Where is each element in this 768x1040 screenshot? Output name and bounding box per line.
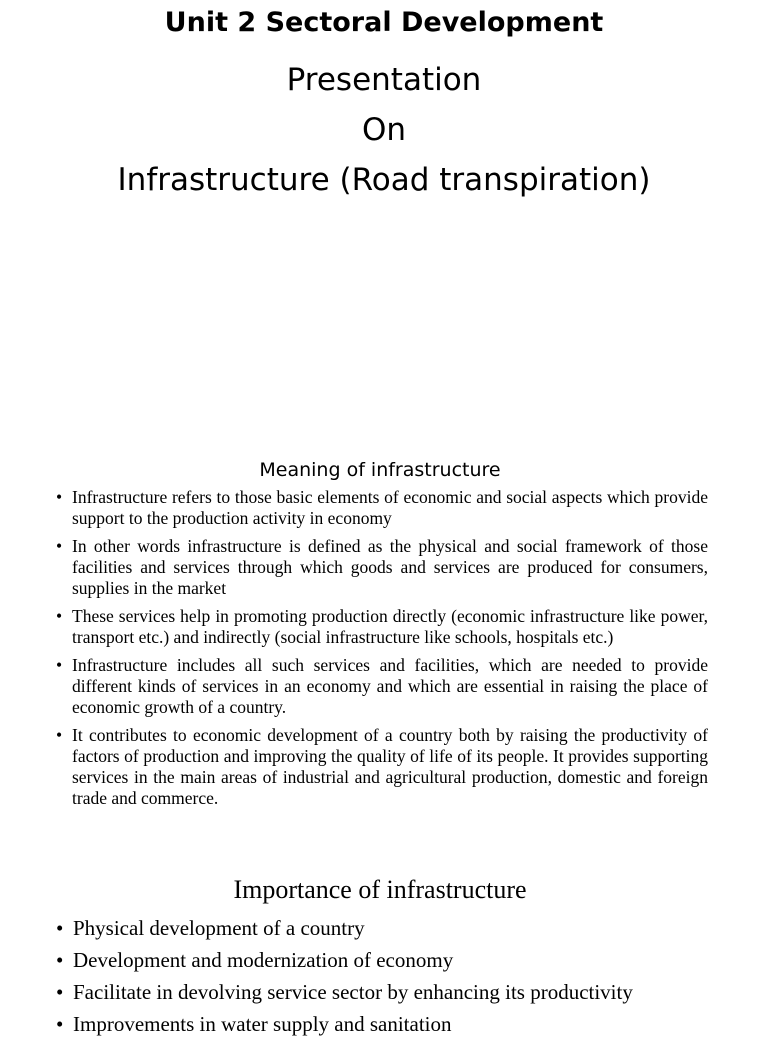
importance-heading: Importance of infrastructure: [233, 875, 527, 904]
list-item: • Improvements in water supply and sanitation: [56, 1008, 746, 1040]
list-item: • Infrastructure includes all such services and facilities, which are needed to provide different kinds of services in an economy and which are essential in raising the place of economic growth of a country.: [56, 655, 708, 718]
list-item: • In other words infrastructure is defined as the physical and social framework of those facilities and services through which goods and services are produced for consumers, supplies in the market: [56, 536, 708, 599]
slide-title: Unit 2 Sectoral Development: [164, 7, 604, 38]
list-item: • It contributes to economic development of a country both by raising the productivity of factors of production and improving the quality of life of its people. It provides supporting services in the main areas of industrial and agricultural production, domestic and foreign trade and commerce.: [56, 725, 708, 809]
importance-bullet-list: [56, 912, 746, 1040]
meaning-heading: Meaning of infrastructure: [259, 459, 501, 481]
list-item: • Infrastructure refers to those basic elements of economic and social aspects which provide support to the production activity in economy: [56, 487, 708, 529]
list-item: • Facilitate in devolving service sector by enhancing its productivity: [56, 976, 746, 1008]
subtitle-line: Infrastructure (Road transpiration): [117, 162, 651, 198]
meaning-bullet-list: [56, 487, 708, 816]
list-item: • These services help in promoting production directly (economic infrastructure like power, transport etc.) and indirectly (social infrastructure like schools, hospitals etc.): [56, 606, 708, 648]
slide-subtitle: [0, 55, 768, 205]
subtitle-line: Presentation: [286, 62, 482, 98]
list-item: • Physical development of a country: [56, 912, 746, 944]
list-item: • Development and modernization of economy: [56, 944, 746, 976]
subtitle-line: On: [361, 112, 407, 148]
